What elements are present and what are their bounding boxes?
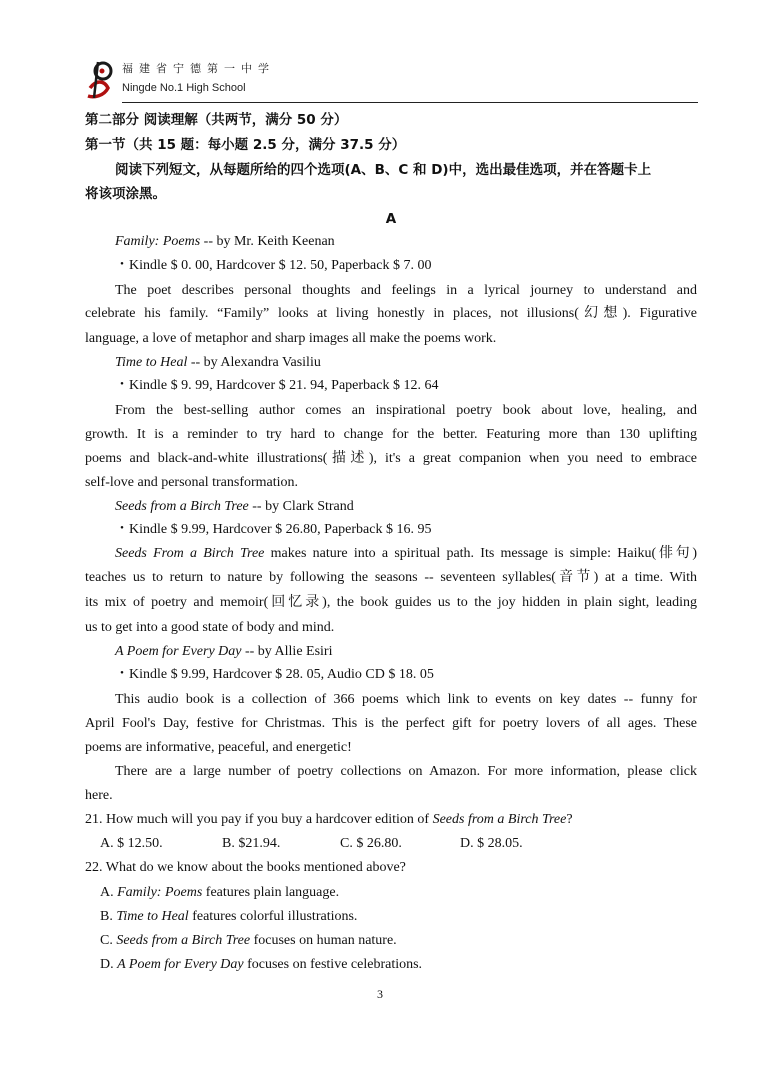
- option-a[interactable]: A. $ 12.50.: [100, 836, 163, 851]
- part-title: 第二部分 阅读理解（共两节，满分 50 分）: [85, 112, 348, 128]
- passage-label: A: [385, 211, 397, 227]
- header-divider: [122, 102, 698, 103]
- book-heading: [115, 233, 335, 251]
- desc-line: Seeds From a Birch Tree makes nature into a spiritual path. Its message is simple: Haiku(俳句): [115, 546, 698, 561]
- book-prices: ・Kindle $ 0. 00, Hardcover $ 12. 50, Paperback $ 7. 00: [115, 258, 432, 273]
- book-heading: [115, 498, 354, 516]
- desc-line: celebrate his family. “Family” looks at living honestly in places, not illusions(幻想). Figurative: [85, 306, 697, 321]
- book-title: Time to Heal: [115, 355, 188, 370]
- question-22-stem: 22. What do we know about the books mentioned above?: [85, 860, 406, 875]
- school-logo: [82, 58, 122, 100]
- book-prices: ・Kindle $ 9.99, Hardcover $ 26.80, Paperback $ 16. 95: [115, 522, 432, 537]
- book-prices: ・Kindle $ 9.99, Hardcover $ 28. 05, Audio CD $ 18. 05: [115, 667, 434, 682]
- school-name-en: Ningde No.1 High School: [122, 82, 246, 94]
- closing-line: There are a large number of poetry collections on Amazon. For more information, please click: [115, 764, 697, 779]
- closing-line: here.: [85, 788, 113, 803]
- book-author: -- by Mr. Keith Keenan: [200, 234, 335, 249]
- page-number: 3: [377, 987, 383, 1001]
- book-heading: [115, 354, 321, 372]
- book-heading: [115, 643, 332, 661]
- question-21-stem: 21. How much will you pay if you buy a hardcover edition of Seeds from a Birch Tree?: [85, 812, 573, 827]
- school-header: [82, 58, 698, 104]
- inline-book-title: Seeds from a Birch Tree: [432, 812, 567, 827]
- option-c[interactable]: C. $ 26.80.: [340, 836, 402, 851]
- instruction-line-2: 将该项涂黑。: [85, 186, 166, 202]
- desc-line: The poet describes personal thoughts and feelings in a lyrical journey to understand and: [115, 283, 697, 298]
- desc-line: From the best-selling author comes an inspirational poetry book about love, healing, and: [115, 403, 697, 418]
- desc-line: teaches us to return to nature by following the seasons -- seventeen syllables(音节) at a time. With: [85, 570, 697, 585]
- book-title: A Poem for Every Day: [115, 644, 242, 659]
- book-prices: ・Kindle $ 9. 99, Hardcover $ 21. 94, Paperback $ 12. 64: [115, 378, 439, 393]
- question-21-options: [85, 835, 697, 853]
- desc-line: poems and black-and-white illustrations(描述), it's a great companion when you need to embrace: [85, 451, 697, 466]
- desc-line: poems are informative, peaceful, and energetic!: [85, 740, 352, 755]
- desc-line: its mix of poetry and memoir(回忆录), the book guides us to the joy hidden in plain sight, leading: [85, 595, 697, 610]
- desc-line: growth. It is a reminder to try hard to change for the better. Featuring more than 130 uplifting: [85, 427, 697, 442]
- book-title: Seeds from a Birch Tree: [115, 499, 249, 514]
- book-author: -- by Clark Strand: [248, 499, 354, 514]
- option-c[interactable]: C. Seeds from a Birch Tree focuses on human nature.: [100, 933, 397, 948]
- desc-line: us to get into a good state of body and mind.: [85, 620, 335, 635]
- desc-line: This audio book is a collection of 366 poems which link to events on key dates -- funny for: [115, 692, 697, 707]
- desc-line: April Fool's Day, festive for Christmas. This is the perfect gift for poetry lovers of all ages. These: [85, 716, 697, 731]
- book-author: -- by Allie Esiri: [241, 644, 333, 659]
- desc-line: language, a love of metaphor and sharp images all make the poems work.: [85, 331, 497, 346]
- option-b[interactable]: B. Time to Heal features colorful illustrations.: [100, 909, 358, 924]
- book-title: Family: Poems: [115, 234, 201, 249]
- instruction-line-1: 阅读下列短文，从每题所给的四个选项(A、B、C 和 D)中，选出最佳选项，并在答题卡上: [115, 162, 652, 178]
- section-title: 第一节（共 15 题：每小题 2.5 分，满分 37.5 分）: [85, 137, 406, 153]
- book-author: -- by Alexandra Vasiliu: [187, 355, 321, 370]
- school-name-cn: 福建省宁德第一中学: [122, 62, 275, 75]
- inline-book-title: Seeds From a Birch Tree: [115, 546, 265, 561]
- desc-line: self-love and personal transformation.: [85, 475, 299, 490]
- option-a[interactable]: A. Family: Poems features plain language.: [100, 885, 340, 900]
- option-d[interactable]: D. A Poem for Every Day focuses on festive celebrations.: [100, 957, 423, 972]
- option-b[interactable]: B. $21.94.: [222, 836, 281, 851]
- option-d[interactable]: D. $ 28.05.: [460, 836, 523, 851]
